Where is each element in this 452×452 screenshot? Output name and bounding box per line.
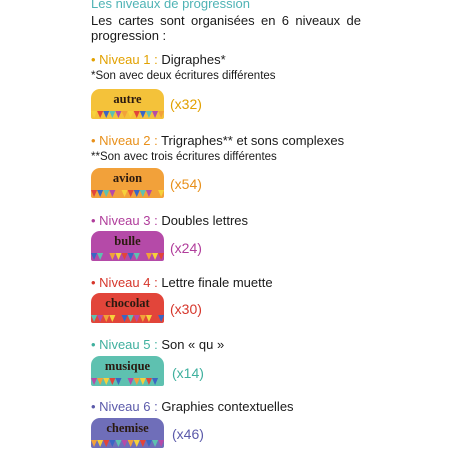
level-6-count: (x46)	[172, 426, 204, 442]
bunting-flag	[122, 111, 128, 118]
bunting-flag	[140, 378, 146, 385]
level-4-card	[91, 293, 164, 323]
bunting-flag	[109, 190, 115, 197]
bunting-flag	[134, 378, 140, 385]
bunting-flag	[158, 111, 164, 118]
bunting-flag	[134, 111, 140, 118]
level-1-count: (x32)	[170, 96, 202, 112]
level-6-name: Graphies contextuelles	[161, 399, 294, 414]
bunting-flag	[109, 315, 115, 322]
bunting-decoration	[91, 377, 164, 386]
bunting-flag	[109, 111, 115, 118]
level-2-name: Trigraphes** et sons complexes	[161, 133, 345, 148]
level-2-heading	[91, 133, 344, 148]
bunting-flag	[122, 440, 128, 447]
bunting-flag	[152, 190, 158, 197]
level-1-name: Digraphes*	[161, 52, 226, 67]
level-6-card-word: chemise	[106, 421, 149, 435]
intro-text: Les cartes sont organisées en 6 niveaux de progression :	[91, 13, 361, 43]
bunting-flag	[158, 315, 164, 322]
bunting-flag	[140, 253, 146, 260]
bunting-flag	[146, 190, 152, 197]
bunting-flag	[146, 111, 152, 118]
bunting-flag	[103, 190, 109, 197]
bunting-flag	[91, 190, 97, 197]
level-3-count: (x24)	[170, 240, 202, 256]
level-5-count: (x14)	[172, 365, 204, 381]
bunting-flag	[103, 378, 109, 385]
bunting-decoration	[91, 189, 164, 198]
bunting-flag	[97, 253, 103, 260]
bunting-flag	[152, 315, 158, 322]
bunting-flag	[91, 315, 97, 322]
bunting-flag	[97, 111, 103, 118]
level-1-card-word: autre	[113, 92, 142, 106]
level-1-label: • Niveau 1 :	[91, 52, 162, 67]
bunting-flag	[115, 111, 121, 118]
bunting-flag	[122, 253, 128, 260]
bunting-decoration	[91, 110, 164, 119]
bunting-flag	[109, 440, 115, 447]
bunting-flag	[103, 111, 109, 118]
level-6-heading	[91, 399, 294, 414]
level-3-card-word: bulle	[114, 234, 141, 248]
bunting-flag	[122, 315, 128, 322]
bunting-flag	[146, 315, 152, 322]
bunting-flag	[158, 253, 164, 260]
bunting-flag	[158, 190, 164, 197]
bunting-flag	[140, 315, 146, 322]
bunting-flag	[91, 378, 97, 385]
bunting-flag	[152, 253, 158, 260]
level-1-heading	[91, 52, 226, 67]
bunting-flag	[91, 111, 97, 118]
bunting-flag	[134, 190, 140, 197]
bunting-flag	[103, 315, 109, 322]
bunting-flag	[152, 111, 158, 118]
bunting-flag	[109, 378, 115, 385]
level-6-label: • Niveau 6 :	[91, 399, 162, 414]
level-3-label: • Niveau 3 :	[91, 213, 162, 228]
bunting-flag	[128, 378, 134, 385]
bunting-flag	[128, 111, 134, 118]
bunting-flag	[146, 253, 152, 260]
section-title: Les niveaux de progression	[91, 0, 250, 11]
bunting-flag	[97, 315, 103, 322]
bunting-flag	[134, 253, 140, 260]
bunting-flag	[146, 378, 152, 385]
bunting-flag	[140, 440, 146, 447]
bunting-flag	[103, 253, 109, 260]
bunting-flag	[97, 378, 103, 385]
bunting-flag	[115, 253, 121, 260]
bunting-decoration	[91, 439, 164, 448]
bunting-flag	[115, 190, 121, 197]
bunting-flag	[128, 253, 134, 260]
bunting-flag	[146, 440, 152, 447]
level-1-note: *Son avec deux écritures différentes	[91, 70, 276, 82]
level-5-label: • Niveau 5 :	[91, 337, 162, 352]
bunting-flag	[97, 190, 103, 197]
level-2-card	[91, 168, 164, 198]
bunting-decoration	[91, 252, 164, 261]
level-4-count: (x30)	[170, 301, 202, 317]
bunting-flag	[115, 315, 121, 322]
bunting-flag	[140, 190, 146, 197]
bunting-flag	[128, 440, 134, 447]
level-4-heading	[91, 275, 273, 290]
level-2-label: • Niveau 2 :	[91, 133, 162, 148]
level-5-card	[91, 356, 164, 386]
level-2-note: **Son avec trois écritures différentes	[91, 151, 277, 163]
bunting-flag	[128, 315, 134, 322]
bunting-flag	[140, 111, 146, 118]
bunting-decoration	[91, 314, 164, 323]
bunting-flag	[152, 440, 158, 447]
bunting-flag	[97, 440, 103, 447]
level-4-name: Lettre finale muette	[161, 275, 273, 290]
bunting-flag	[109, 253, 115, 260]
level-5-name: Son « qu »	[161, 337, 225, 352]
bunting-flag	[122, 378, 128, 385]
level-4-label: • Niveau 4 :	[91, 275, 162, 290]
bunting-flag	[91, 440, 97, 447]
level-4-card-word: chocolat	[105, 296, 150, 310]
level-5-heading	[91, 337, 224, 352]
bunting-flag	[134, 440, 140, 447]
bunting-flag	[122, 190, 128, 197]
bunting-flag	[152, 378, 158, 385]
bunting-flag	[91, 253, 97, 260]
bunting-flag	[158, 440, 164, 447]
level-3-card	[91, 231, 164, 261]
level-6-card	[91, 418, 164, 448]
bunting-flag	[103, 440, 109, 447]
level-2-card-word: avion	[112, 171, 143, 185]
bunting-flag	[158, 378, 164, 385]
level-2-count: (x54)	[170, 176, 202, 192]
bunting-flag	[128, 190, 134, 197]
bunting-flag	[115, 378, 121, 385]
bunting-flag	[134, 315, 140, 322]
level-3-name: Doubles lettres	[161, 213, 249, 228]
level-5-card-word: musique	[104, 359, 151, 373]
level-3-heading	[91, 213, 248, 228]
level-1-card	[91, 89, 164, 119]
bunting-flag	[115, 440, 121, 447]
